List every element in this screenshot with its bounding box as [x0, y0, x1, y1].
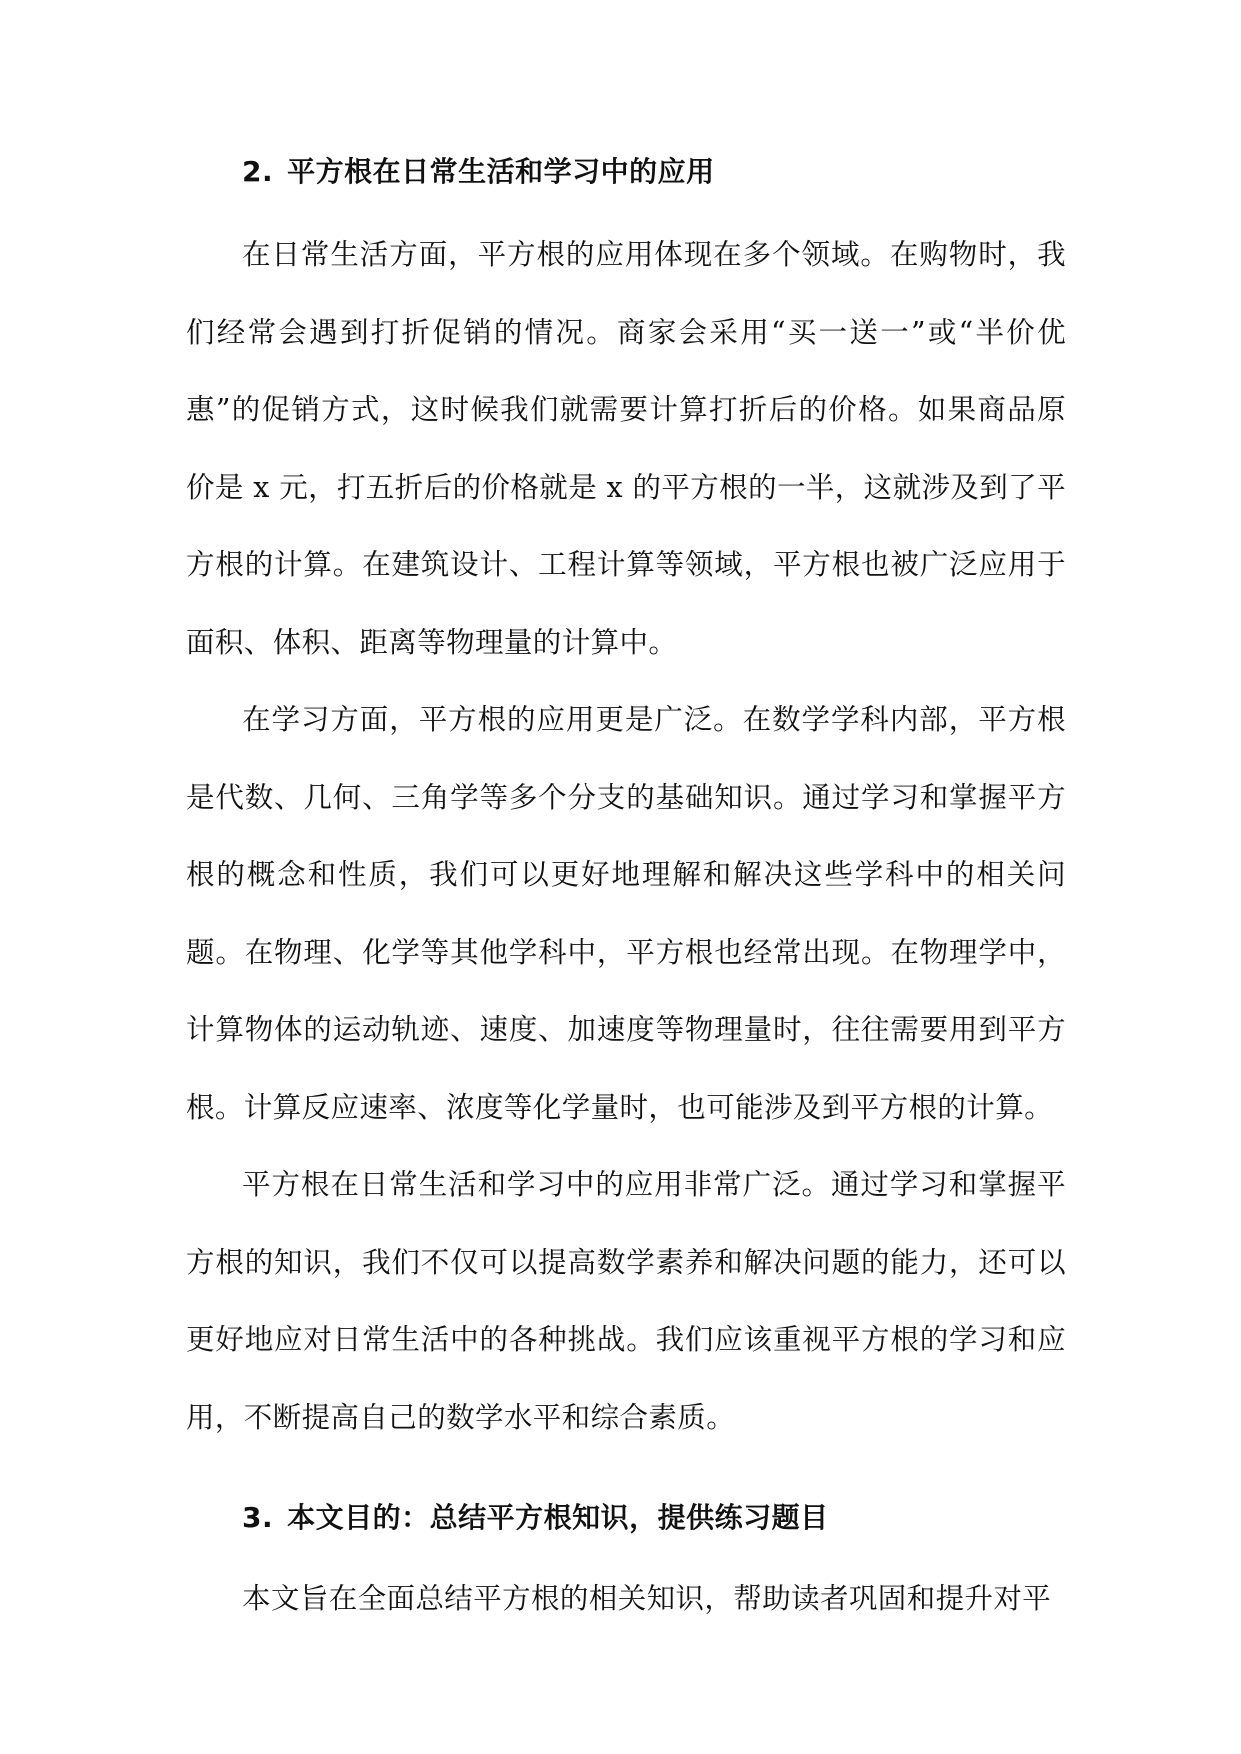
section-2-paragraph-1: 在日常生活方面，平方根的应用体现在多个领域。在购物时，我们经常会遇到打折促销的情况。商家会采用“买一送一”或“半价优惠”的促销方式，这时候我们就需要计算打折后的价格。如果商品原价是 x 元，打五折后的价格就是 x 的平方根的一半，这就涉及到了平方根的计算。在建筑设计、工程计算等领域，平方根也被广泛应用于面积、体积、距离等物理量的计算中。: [186, 238, 1066, 659]
section-2-heading: [186, 138, 1066, 206]
section-2-title: 平方根在日常生活和学习中的应用: [287, 155, 715, 188]
document-page: [186, 138, 1066, 1638]
section-3-paragraph-1: 本文旨在全面总结平方根的相关知识，帮助读者巩固和提升对平: [242, 1582, 1052, 1615]
section-3-heading: [186, 1484, 1066, 1552]
section-2-paragraph-2: 在学习方面，平方根的应用更是广泛。在数学学科内部，平方根是代数、几何、三角学等多个分支的基础知识。通过学习和掌握平方根的概念和性质，我们可以更好地理解和解决这些学科中的相关问题。在物理、化学等其他学科中，平方根也经常出现。在物理学中，计算物体的运动轨迹、速度、加速度等物理量时，往往需要用到平方根。计算反应速率、浓度等化学量时，也可能涉及到平方根的计算。: [186, 703, 1066, 1124]
section-3-number: 3.: [242, 1501, 274, 1534]
section-2-number: 2.: [242, 155, 274, 188]
section-2-paragraph-3: 平方根在日常生活和学习中的应用非常广泛。通过学习和掌握平方根的知识，我们不仅可以提高数学素养和解决问题的能力，还可以更好地应对日常生活中的各种挑战。我们应该重视平方根的学习和应用，不断提高自己的数学水平和综合素质。: [186, 1168, 1066, 1434]
section-3-title: 本文目的：总结平方根知识，提供练习题目: [287, 1501, 829, 1534]
